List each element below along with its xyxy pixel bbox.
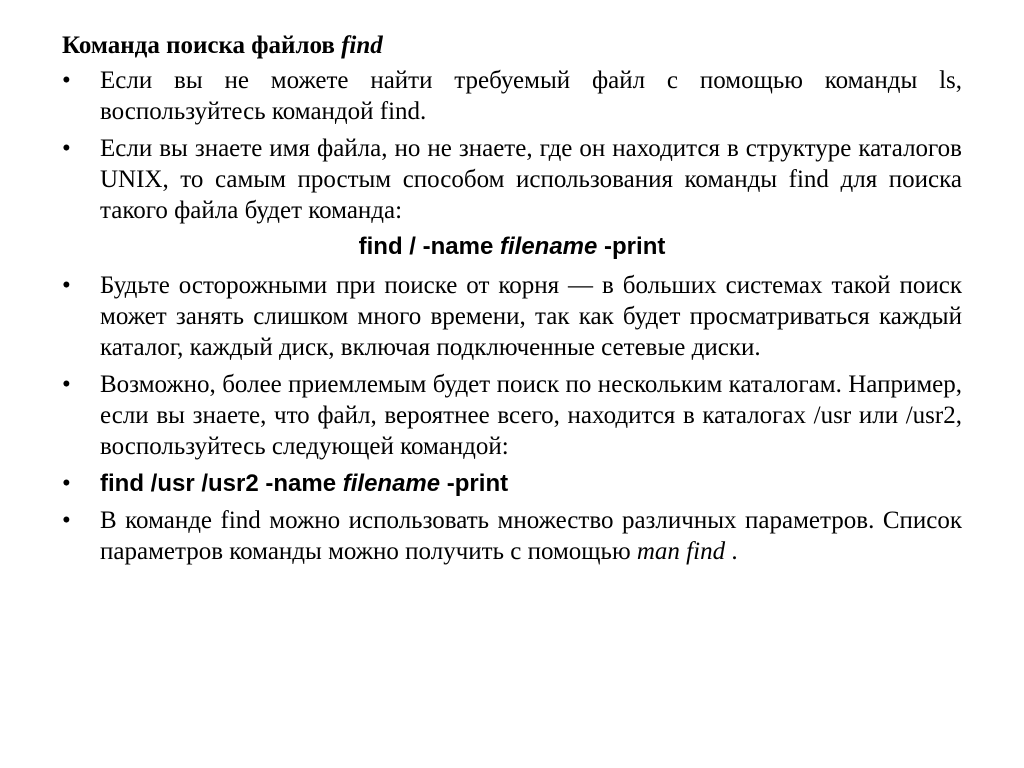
item-text: Возможно, более приемлемым будет поиск по нескольким каталогам. Например, если вы знаете, что файл, вероятнее всего, находится в каталогах /usr или /usr2, воспользуйтесь следующей командой:: [100, 371, 962, 460]
bullet-icon: •: [62, 135, 71, 162]
item-command-arg: filename: [342, 470, 441, 497]
list-item: [62, 505, 962, 567]
item-text: Если вы знаете имя файла, но не знаете, где он находится в структуре каталогов UNIX, то самым простым способом использования команды find для поиска такого файла будет команда:: [100, 135, 962, 224]
title-text: Команда поиска файлов: [62, 32, 335, 59]
list-item: [62, 65, 962, 127]
list-item: [62, 270, 962, 363]
bullet-icon: •: [62, 507, 71, 534]
item-text: Будьте осторожными при поиске от корня — в больших системах такой поиск может занять слишком много времени, так как будет просматриваться каждый каталог, каждый диск, включая подключенные сетевые диски.: [100, 272, 962, 361]
bullet-icon: •: [62, 371, 71, 398]
item-command-suffix: -print: [446, 470, 509, 497]
example-command: [62, 232, 962, 262]
page-title: [62, 30, 962, 61]
list-item: [62, 369, 962, 462]
title-command: find: [341, 32, 383, 59]
example-command-arg: filename: [499, 233, 598, 260]
bullet-icon: •: [62, 272, 71, 299]
item-end: .: [731, 538, 738, 565]
list-item: [62, 468, 962, 499]
man-reference: man find: [636, 538, 726, 565]
bullet-icon: •: [62, 67, 71, 94]
item-text: В команде find можно использовать множество различных параметров. Список параметров команды можно получить с помощью: [100, 507, 962, 565]
example-command-suffix: -print: [604, 233, 666, 260]
example-command-prefix: find / -name: [358, 233, 494, 260]
bullet-list-continued: [62, 270, 962, 567]
bullet-list: [62, 65, 962, 226]
bullet-icon: •: [62, 470, 71, 497]
item-text: Если вы не можете найти требуемый файл с помощью команды ls, воспользуйтесь командой find.: [100, 67, 962, 125]
item-command: [100, 470, 508, 497]
item-command-prefix: find /usr /usr2 -name: [100, 470, 337, 497]
list-item: [62, 133, 962, 226]
